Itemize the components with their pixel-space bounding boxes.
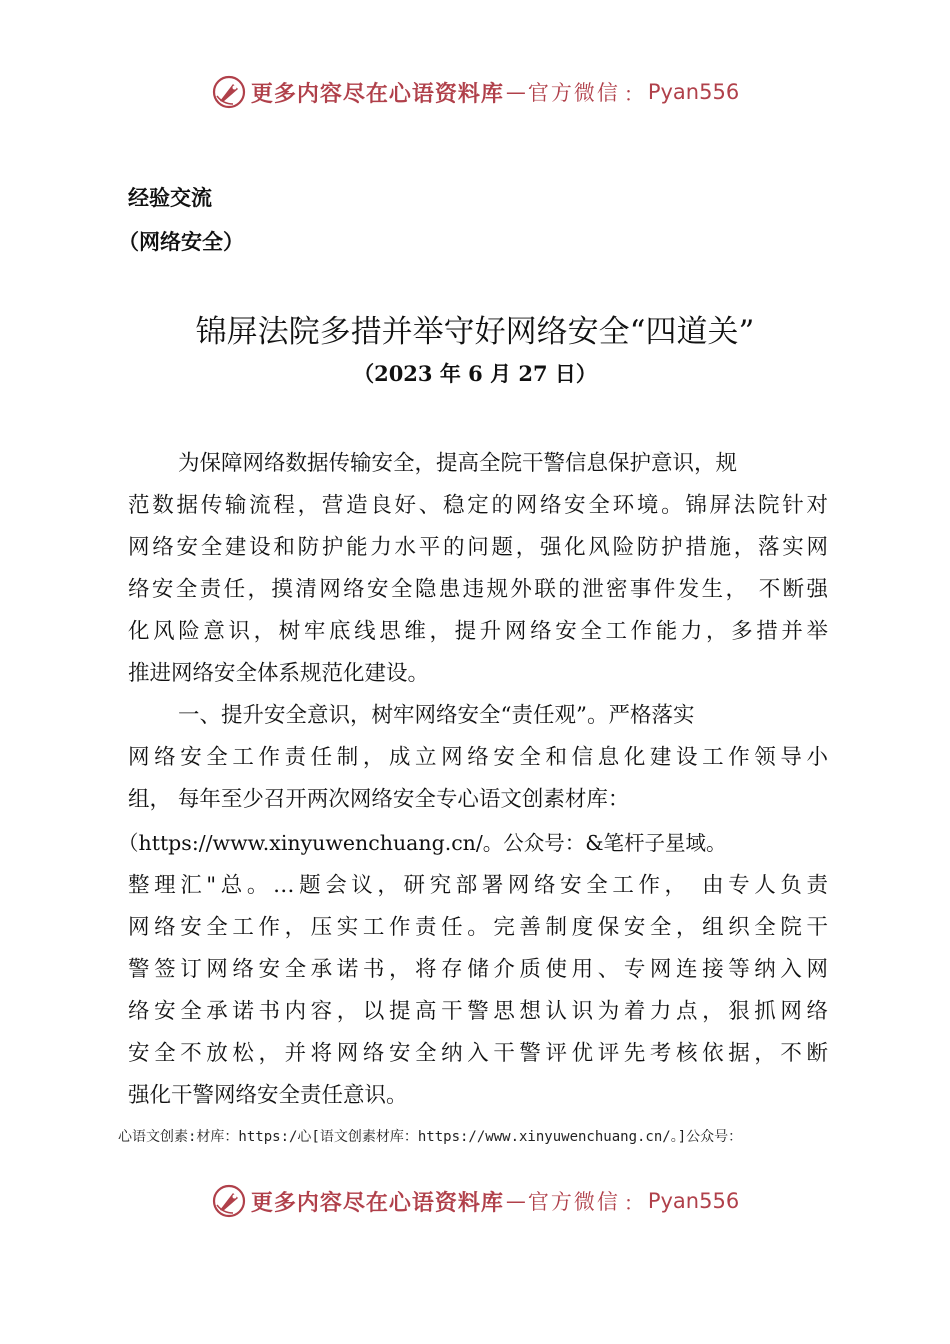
banner-dash: — [505,80,526,104]
pen-nib-logo-icon [211,1183,247,1219]
body-line: 推进网络安全体系规范化建设。 [128,661,430,686]
body-line: 范数据传输流程，营造良好、稳定的网络安全环境。锦屏法院针对 [128,493,828,518]
banner-dash: — [505,1189,526,1213]
body-line: 络安全承诺书内容，以提高干警思想认识为着力点，狠抓网络 [128,999,828,1024]
article-title: 锦屏法院多措并举守好网络安全“四道关” [195,314,755,350]
article-date: （2023 年 6 月 27 日） [353,361,597,386]
banner-colon: ： [623,81,644,106]
body-line: 整理汇"总。…题会议，研究部署网络安全工作， 由专人负责 [128,873,828,898]
body-line: 网络安全工作责任制，成立网络安全和信息化建设工作领导小 [128,745,828,770]
body-line: 警签订网络安全承诺书，将存储介质使用、专网连接等纳入网 [128,957,828,982]
body-line: 网络安全工作，压实工作责任。完善制度保安全，组织全院干 [128,915,828,940]
body-line: 络安全责任，摸清网络安全隐患违规外联的泄密事件发生， 不断强 [128,577,828,602]
banner-official-label: 官方微信 [527,81,620,105]
body-line: 组， 每年至少召开两次网络安全专心语文创素材库： [128,787,630,812]
subcategory-label: （网络安全） [118,230,244,254]
body-line: 安全不放松，并将网络安全纳入干警评优评先考核依据，不断 [128,1041,828,1066]
body-line: 一、提升安全意识，树牢网络安全“责任观”。严格落实 [178,703,695,728]
pen-nib-logo-icon [211,74,247,110]
top-watermark-banner [0,72,950,112]
banner-wechat-id: Pyan556 [647,1189,740,1213]
banner-main-text: 更多内容尽在心语资料库 [250,1189,504,1216]
footnote-text: 心语文创素:材库：https:/心[语文创素材库：https://www.xinyuwenchuang.cn/。]公众号： [118,1129,743,1145]
banner-wechat-id: Pyan556 [647,80,740,104]
category-label: 经验交流 [128,186,212,210]
banner-official-label: 官方微信 [527,1190,620,1214]
banner-main-text: 更多内容尽在心语资料库 [250,80,504,107]
body-line: 为保障网络数据传输安全，提高全院干警信息保护意识，规 [178,451,738,476]
banner-colon: ： [623,1190,644,1215]
bottom-watermark-banner [0,1181,950,1221]
body-line: （https://www.xinyuwenchuang.cn/。公众号：&笔杆子星域。 [118,831,727,855]
body-line: 化风险意识，树牢底线思维，提升网络安全工作能力，多措并举 [128,619,828,644]
body-line: 强化干警网络安全责任意识。 [128,1083,408,1108]
body-line: 网络安全建设和防护能力水平的问题，强化风险防护措施，落实网 [128,535,828,560]
